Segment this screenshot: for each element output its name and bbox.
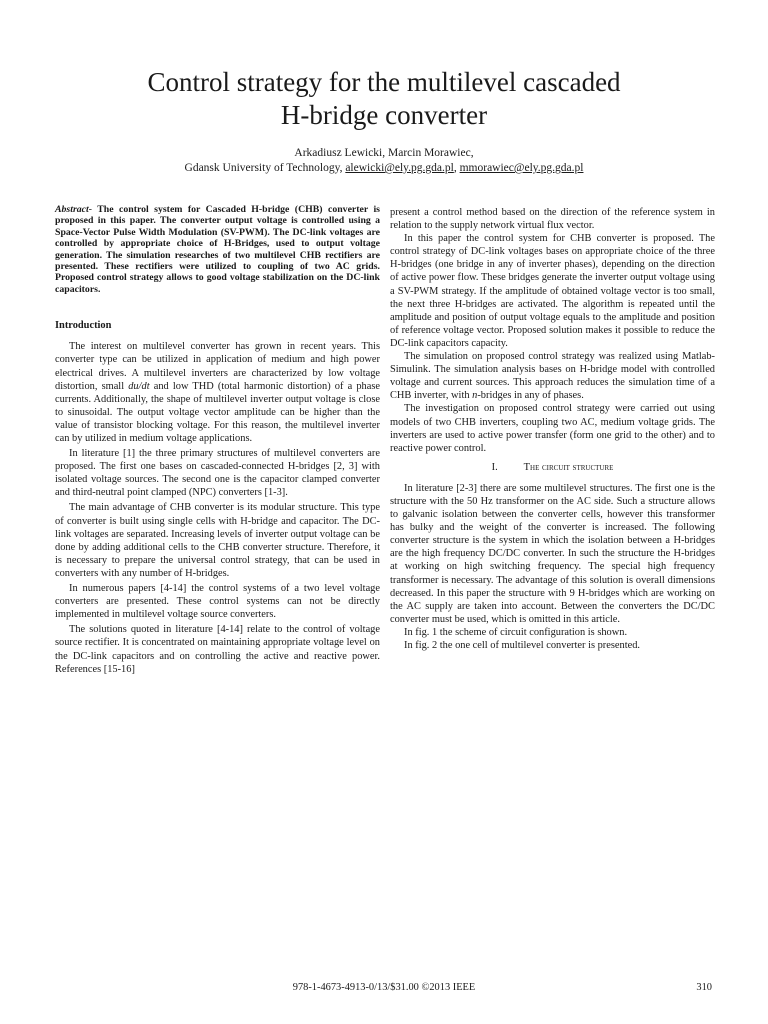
- intro-paragraph-3: The main advantage of CHB converter is its modular structure. This type of converter is built using single cells with H-bridge and capacitor. The DC-link voltages are separated. Increasing levels of inverter output voltage can be done by adding additional cells to the CHB converter structure. Therefore, it is necessary to prepare the universal control strategy, that can be used in converters with any number of H-bridges.: [55, 502, 380, 579]
- intro-paragraph-1: [55, 340, 380, 445]
- page-number: 310: [696, 982, 712, 993]
- section-title: The circuit structure: [523, 461, 614, 473]
- intro-paragraph-4: In numerous papers [4-14] the control systems of a two level voltage converters are presented. These control systems can not be directly implemented in multilevel voltage source converters.: [55, 583, 380, 621]
- right-paragraph-5: In literature [2-3] there are some multilevel structures. The first one is the structure with the 50 Hz transformer on the AC side. Such a structure allows to galvanic isolation between the converter cells, however this transformer has bulky and the weight of the converter is increased. The following converter structure is the system in which the isolation between a H-bridges are the high frequency DC/DC converter. In such the structure the H-bridges at working on high switching frequency. The special high frequency transformer is necessary. The advantage of this solution is overall dimensions decreased. In this paper the structure with 9 H-bridges which are working on the AC supply are taken into account. Between the converters the DC/DC converter must be used, which is omitted in this article.: [390, 482, 715, 625]
- affiliation-text: Gdansk University of Technology,: [184, 162, 346, 174]
- title-line-2: H-bridge converter: [280, 100, 488, 130]
- abstract: [55, 204, 380, 295]
- intro-p1-dudt: du/dt: [128, 380, 150, 392]
- right-paragraph-3: [390, 350, 715, 402]
- right-p3-text-a: The simulation on proposed control strategy was realized using Matlab-Simulink. The simulation analysis bases on H-bridge model with controlled voltage and current sources. This approach reduces the simulation time of a CHB inverter, with: [390, 351, 715, 402]
- intro-p1-text-b: and low THD (total harmonic distortion) of a phase currents. Additionally, the shape of multilevel inverter output voltage is close to sinusoidal. The output voltage vector amplitude can be higher than the value of transistor blocking voltage. For this reason, the multilevel inverter can by utilized in medium voltage applications.: [55, 380, 380, 444]
- intro-p1-text-a: The interest on multilevel converter has grown in recent years. This converter type can be utilized in application of medium and high power electrical drives. A multilevel inverters are characterized by low voltage distortion, small: [55, 341, 380, 392]
- email-separator: ,: [453, 162, 460, 174]
- right-paragraph-2: In this paper the control system for CHB converter is proposed. The control strategy of DC-link voltages bases on appropriate choice of the three H-bridges (one bridge in any of inverter phases), depending on the direction of active power flow. These bridges generate the inverter output voltage using a SV-PWM strategy. If the amplitude of obtained voltage vector is too small, the next three H-bridges are activated. The algorithm is repeated until the amplitude and position of output voltage equals to the amplitude and position of reference voltage vector. Proposed solution makes it possible to reduce the DC-link capacitors capacity.: [390, 233, 715, 349]
- email-link-2[interactable]: mmorawiec@ely.pg.gda.pl: [459, 162, 584, 174]
- left-column: [55, 204, 380, 676]
- right-p3-n: n: [472, 390, 478, 402]
- paper-title: [60, 66, 708, 132]
- footer-copyright: 978-1-4673-4913-0/13/$31.00 ©2013 IEEE: [292, 982, 476, 993]
- right-paragraph-6: In fig. 1 the scheme of circuit configuration is shown.: [404, 626, 628, 638]
- title-line-1: Control strategy for the multilevel cascaded: [147, 67, 621, 97]
- right-paragraph-4: The investigation on proposed control strategy were carried out using models of two CHB inverters, coupling two AC, medium voltage grids. The inverters are used to active power transfer (form one grid to the other) and to reactive power control.: [390, 403, 715, 454]
- introduction-heading: Introduction: [55, 320, 112, 332]
- right-column: [390, 206, 715, 652]
- intro-paragraph-2: In literature [1] the three primary structures of multilevel converters are proposed. The first one bases on cascaded-connected H-bridges [2, 3] with isolated voltage sources. The second one is the capacitor clamped converter and third-neutral point clamped (NPC) converters [1-3].: [55, 448, 380, 499]
- abstract-text: The control system for Cascaded H-bridge (CHB) converter is proposed in this paper. The converter output voltage is controlled using a Space-Vector Pulse Width Modulation (SV-PWM). The DC-link voltages are controlled by appropriate choice of H-Bridges, used to output voltage generation. The simulation researches of two multilevel CHB rectifiers are presented. These rectifiers were utilized to coupling of two AC grids. Proposed control strategy allows to good voltage stabilization on the DC-link capacitors.: [55, 204, 380, 295]
- right-paragraph-7: In fig. 2 the one cell of multilevel converter is presented.: [404, 640, 641, 651]
- affiliation: [40, 161, 728, 176]
- section-number: I.: [491, 461, 498, 473]
- section-heading-circuit-structure: [390, 461, 715, 474]
- right-paragraph-1: present a control method based on the direction of the reference system in relation to the supply network virtual flux vector.: [390, 207, 715, 232]
- right-p3-text-b: -bridges in any of phases.: [477, 390, 584, 402]
- abstract-lead: Abstract-: [55, 204, 93, 215]
- email-link-1[interactable]: alewicki@ely.pg.gda.pl: [345, 162, 454, 174]
- author-list: Arkadiusz Lewicki, Marcin Morawiec,: [294, 147, 474, 159]
- intro-paragraph-5: The solutions quoted in literature [4-14] relate to the control of voltage source rectifier. It is concentrated on maintaining appropriate voltage level on the DC-link capacitors and on controlling the active and reactive power. References [15-16]: [55, 624, 380, 675]
